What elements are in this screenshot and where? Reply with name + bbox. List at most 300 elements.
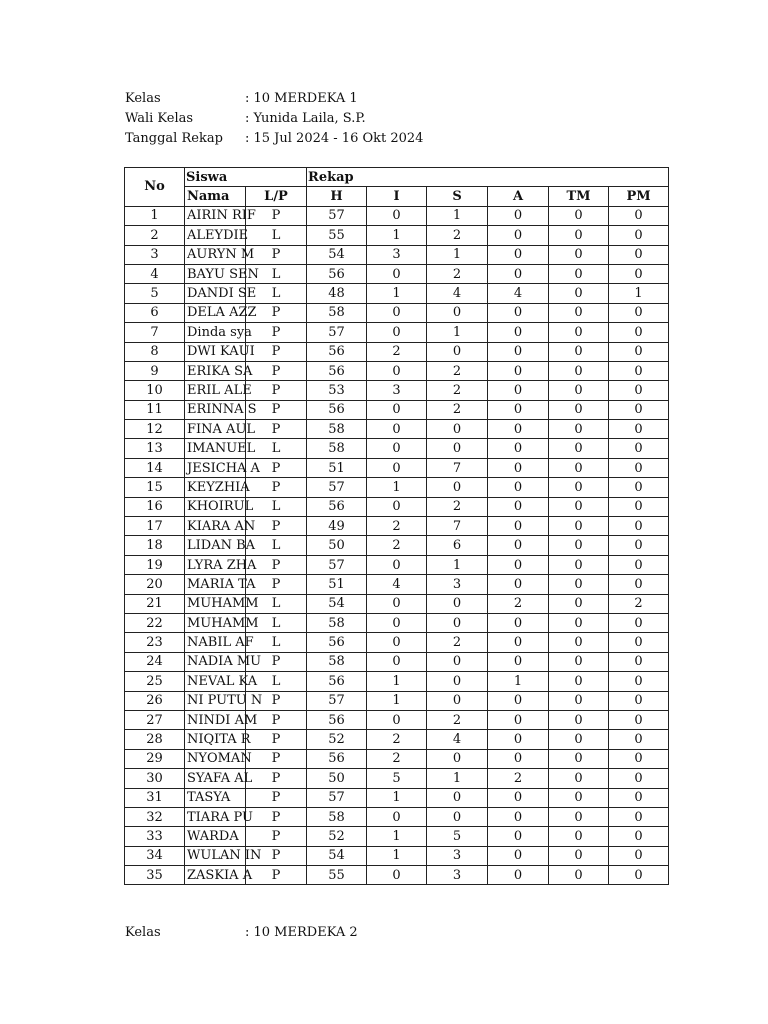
cell-h: 56	[307, 672, 367, 691]
cell-a: 2	[488, 594, 549, 613]
cell-nama: JESICHA A	[185, 458, 246, 477]
cell-no: 7	[125, 323, 185, 342]
cell-no: 22	[125, 613, 185, 632]
cell-tm: 0	[549, 613, 609, 632]
recap-date-row	[125, 129, 423, 149]
cell-a: 0	[488, 788, 549, 807]
cell-nama: NIQITA R	[185, 730, 246, 749]
cell-a: 0	[488, 575, 549, 594]
cell-pm: 0	[609, 730, 669, 749]
class-value: : 10 MERDEKA 1	[245, 91, 358, 106]
cell-no: 32	[125, 807, 185, 826]
cell-h: 55	[307, 866, 367, 885]
cell-no: 23	[125, 633, 185, 652]
cell-tm: 0	[549, 652, 609, 671]
cell-h: 56	[307, 710, 367, 729]
cell-lp: P	[246, 652, 307, 671]
cell-h: 50	[307, 536, 367, 555]
cell-nama: ZASKIA A	[185, 866, 246, 885]
cell-lp: P	[246, 323, 307, 342]
cell-s: 0	[427, 749, 488, 768]
cell-no: 8	[125, 342, 185, 361]
cell-s: 4	[427, 730, 488, 749]
cell-i: 0	[367, 323, 427, 342]
cell-no: 29	[125, 749, 185, 768]
cell-a: 0	[488, 381, 549, 400]
cell-h: 58	[307, 652, 367, 671]
cell-s: 1	[427, 769, 488, 788]
cell-a: 0	[488, 420, 549, 439]
header-group-rekap: Rekap	[307, 168, 669, 187]
homeroom-teacher-row	[125, 109, 423, 129]
cell-a: 0	[488, 730, 549, 749]
cell-tm: 0	[549, 633, 609, 652]
cell-i: 3	[367, 245, 427, 264]
cell-nama: Dinda sya	[185, 323, 246, 342]
cell-pm: 0	[609, 458, 669, 477]
table-row	[125, 769, 669, 788]
cell-h: 54	[307, 846, 367, 865]
class-value-next: : 10 MERDEKA 2	[245, 925, 358, 940]
cell-a: 0	[488, 691, 549, 710]
cell-nama: IMANUEL	[185, 439, 246, 458]
cell-lp: P	[246, 769, 307, 788]
cell-a: 0	[488, 866, 549, 885]
cell-s: 0	[427, 478, 488, 497]
attendance-table	[124, 167, 669, 885]
cell-nama: MUHAMM	[185, 594, 246, 613]
cell-h: 57	[307, 788, 367, 807]
cell-no: 4	[125, 264, 185, 283]
cell-no: 26	[125, 691, 185, 710]
cell-h: 57	[307, 206, 367, 225]
cell-tm: 0	[549, 749, 609, 768]
table-row	[125, 749, 669, 768]
table-row	[125, 672, 669, 691]
cell-no: 25	[125, 672, 185, 691]
cell-no: 11	[125, 400, 185, 419]
cell-tm: 0	[549, 226, 609, 245]
cell-lp: P	[246, 749, 307, 768]
cell-lp: P	[246, 866, 307, 885]
cell-pm: 0	[609, 381, 669, 400]
cell-lp: P	[246, 420, 307, 439]
cell-lp: L	[246, 536, 307, 555]
cell-pm: 0	[609, 846, 669, 865]
cell-tm: 0	[549, 303, 609, 322]
cell-i: 0	[367, 400, 427, 419]
cell-nama: AIRIN RIF	[185, 206, 246, 225]
cell-no: 2	[125, 226, 185, 245]
cell-i: 0	[367, 458, 427, 477]
cell-h: 52	[307, 730, 367, 749]
cell-nama: WARDA	[185, 827, 246, 846]
cell-pm: 0	[609, 710, 669, 729]
cell-s: 1	[427, 245, 488, 264]
cell-a: 0	[488, 439, 549, 458]
cell-nama: TIARA PU	[185, 807, 246, 826]
cell-h: 56	[307, 361, 367, 380]
cell-i: 0	[367, 866, 427, 885]
cell-tm: 0	[549, 866, 609, 885]
cell-s: 2	[427, 226, 488, 245]
cell-nama: FINA AUL	[185, 420, 246, 439]
cell-tm: 0	[549, 536, 609, 555]
cell-s: 3	[427, 846, 488, 865]
cell-tm: 0	[549, 769, 609, 788]
cell-pm: 0	[609, 807, 669, 826]
cell-a: 0	[488, 342, 549, 361]
cell-lp: P	[246, 710, 307, 729]
cell-a: 0	[488, 400, 549, 419]
cell-tm: 0	[549, 284, 609, 303]
cell-s: 0	[427, 420, 488, 439]
cell-i: 0	[367, 497, 427, 516]
cell-a: 4	[488, 284, 549, 303]
header-a: A	[488, 187, 549, 206]
cell-tm: 0	[549, 555, 609, 574]
table-row	[125, 517, 669, 536]
cell-pm: 0	[609, 361, 669, 380]
cell-s: 4	[427, 284, 488, 303]
cell-no: 17	[125, 517, 185, 536]
cell-lp: P	[246, 691, 307, 710]
cell-pm: 0	[609, 613, 669, 632]
cell-i: 0	[367, 613, 427, 632]
table-row	[125, 633, 669, 652]
cell-nama: MUHAMM	[185, 613, 246, 632]
cell-i: 0	[367, 264, 427, 283]
cell-tm: 0	[549, 691, 609, 710]
cell-lp: P	[246, 788, 307, 807]
cell-s: 0	[427, 788, 488, 807]
cell-h: 52	[307, 827, 367, 846]
cell-nama: AURYN M	[185, 245, 246, 264]
cell-h: 56	[307, 400, 367, 419]
cell-pm: 0	[609, 226, 669, 245]
cell-i: 0	[367, 807, 427, 826]
table-row	[125, 594, 669, 613]
cell-nama: NEVAL KA	[185, 672, 246, 691]
cell-pm: 0	[609, 439, 669, 458]
cell-lp: P	[246, 846, 307, 865]
table-row	[125, 361, 669, 380]
cell-nama: SYAFA AL	[185, 769, 246, 788]
cell-i: 1	[367, 691, 427, 710]
table-row	[125, 536, 669, 555]
table-row	[125, 807, 669, 826]
cell-no: 24	[125, 652, 185, 671]
cell-a: 2	[488, 769, 549, 788]
cell-i: 5	[367, 769, 427, 788]
cell-no: 35	[125, 866, 185, 885]
cell-tm: 0	[549, 575, 609, 594]
cell-lp: L	[246, 672, 307, 691]
cell-i: 0	[367, 652, 427, 671]
cell-no: 6	[125, 303, 185, 322]
cell-s: 3	[427, 575, 488, 594]
cell-tm: 0	[549, 846, 609, 865]
table-row	[125, 400, 669, 419]
cell-s: 0	[427, 652, 488, 671]
cell-tm: 0	[549, 361, 609, 380]
cell-i: 0	[367, 439, 427, 458]
cell-a: 0	[488, 846, 549, 865]
cell-s: 2	[427, 381, 488, 400]
cell-nama: NYOMAN	[185, 749, 246, 768]
table-row	[125, 555, 669, 574]
table-row	[125, 264, 669, 283]
cell-nama: NADIA MU	[185, 652, 246, 671]
cell-a: 0	[488, 749, 549, 768]
cell-no: 33	[125, 827, 185, 846]
cell-a: 0	[488, 517, 549, 536]
cell-i: 1	[367, 672, 427, 691]
cell-i: 1	[367, 284, 427, 303]
cell-lp: P	[246, 400, 307, 419]
header-nama: Nama	[185, 187, 246, 206]
cell-lp: P	[246, 827, 307, 846]
cell-i: 3	[367, 381, 427, 400]
table-row	[125, 613, 669, 632]
header-no: No	[125, 168, 185, 207]
cell-i: 0	[367, 303, 427, 322]
table-row	[125, 342, 669, 361]
cell-h: 58	[307, 303, 367, 322]
cell-s: 0	[427, 691, 488, 710]
cell-lp: P	[246, 478, 307, 497]
cell-no: 1	[125, 206, 185, 225]
cell-no: 34	[125, 846, 185, 865]
cell-no: 14	[125, 458, 185, 477]
table-row	[125, 788, 669, 807]
cell-a: 0	[488, 264, 549, 283]
cell-h: 57	[307, 691, 367, 710]
cell-i: 2	[367, 730, 427, 749]
cell-i: 0	[367, 206, 427, 225]
cell-tm: 0	[549, 827, 609, 846]
cell-pm: 0	[609, 517, 669, 536]
header-pm: PM	[609, 187, 669, 206]
cell-pm: 0	[609, 652, 669, 671]
table-row	[125, 652, 669, 671]
cell-pm: 0	[609, 536, 669, 555]
cell-pm: 0	[609, 497, 669, 516]
class-info-next	[125, 923, 358, 943]
cell-i: 2	[367, 536, 427, 555]
cell-tm: 0	[549, 478, 609, 497]
cell-nama: NABIL AF	[185, 633, 246, 652]
table-row	[125, 420, 669, 439]
table-row	[125, 730, 669, 749]
header-group-siswa: Siswa	[185, 168, 307, 187]
table-row	[125, 827, 669, 846]
cell-a: 1	[488, 672, 549, 691]
cell-lp: P	[246, 206, 307, 225]
cell-h: 51	[307, 458, 367, 477]
cell-a: 0	[488, 652, 549, 671]
cell-a: 0	[488, 710, 549, 729]
cell-pm: 0	[609, 206, 669, 225]
cell-nama: NI PUTU N	[185, 691, 246, 710]
cell-no: 16	[125, 497, 185, 516]
cell-h: 56	[307, 342, 367, 361]
cell-nama: LIDAN BA	[185, 536, 246, 555]
cell-lp: P	[246, 575, 307, 594]
cell-nama: LYRA ZHA	[185, 555, 246, 574]
cell-a: 0	[488, 226, 549, 245]
cell-s: 2	[427, 264, 488, 283]
cell-tm: 0	[549, 594, 609, 613]
cell-lp: L	[246, 439, 307, 458]
cell-pm: 0	[609, 400, 669, 419]
homeroom-teacher-value: : Yunida Laila, S.P.	[245, 111, 366, 126]
cell-lp: L	[246, 613, 307, 632]
cell-lp: L	[246, 264, 307, 283]
class-row	[125, 89, 423, 109]
cell-s: 0	[427, 594, 488, 613]
cell-nama: BAYU SEN	[185, 264, 246, 283]
cell-i: 0	[367, 710, 427, 729]
cell-s: 2	[427, 710, 488, 729]
cell-lp: P	[246, 342, 307, 361]
cell-tm: 0	[549, 710, 609, 729]
cell-i: 1	[367, 827, 427, 846]
cell-tm: 0	[549, 788, 609, 807]
cell-s: 6	[427, 536, 488, 555]
cell-i: 1	[367, 788, 427, 807]
cell-s: 0	[427, 303, 488, 322]
table-row	[125, 284, 669, 303]
cell-h: 53	[307, 381, 367, 400]
cell-a: 0	[488, 361, 549, 380]
cell-s: 2	[427, 633, 488, 652]
cell-lp: P	[246, 245, 307, 264]
cell-lp: L	[246, 226, 307, 245]
cell-s: 2	[427, 361, 488, 380]
cell-lp: P	[246, 381, 307, 400]
cell-pm: 0	[609, 827, 669, 846]
cell-tm: 0	[549, 439, 609, 458]
cell-i: 0	[367, 420, 427, 439]
cell-a: 0	[488, 555, 549, 574]
cell-i: 4	[367, 575, 427, 594]
cell-nama: MARIA TA	[185, 575, 246, 594]
cell-no: 21	[125, 594, 185, 613]
cell-tm: 0	[549, 517, 609, 536]
cell-s: 1	[427, 206, 488, 225]
cell-i: 1	[367, 226, 427, 245]
class-label: Kelas	[125, 91, 161, 106]
cell-tm: 0	[549, 420, 609, 439]
cell-a: 0	[488, 303, 549, 322]
cell-pm: 0	[609, 303, 669, 322]
cell-s: 7	[427, 517, 488, 536]
cell-tm: 0	[549, 672, 609, 691]
cell-no: 19	[125, 555, 185, 574]
cell-h: 58	[307, 420, 367, 439]
cell-pm: 0	[609, 575, 669, 594]
cell-a: 0	[488, 458, 549, 477]
cell-no: 30	[125, 769, 185, 788]
table-row	[125, 245, 669, 264]
cell-s: 0	[427, 439, 488, 458]
cell-h: 56	[307, 749, 367, 768]
homeroom-teacher-label: Wali Kelas	[125, 111, 194, 126]
cell-s: 7	[427, 458, 488, 477]
cell-no: 13	[125, 439, 185, 458]
cell-pm: 2	[609, 594, 669, 613]
header-lp: L/P	[246, 187, 307, 206]
cell-tm: 0	[549, 807, 609, 826]
cell-h: 56	[307, 264, 367, 283]
cell-pm: 0	[609, 342, 669, 361]
cell-a: 0	[488, 206, 549, 225]
cell-tm: 0	[549, 342, 609, 361]
header-s: S	[427, 187, 488, 206]
table-row	[125, 866, 669, 885]
cell-tm: 0	[549, 323, 609, 342]
cell-nama: KEYZHIA	[185, 478, 246, 497]
cell-s: 0	[427, 672, 488, 691]
cell-s: 0	[427, 342, 488, 361]
cell-no: 10	[125, 381, 185, 400]
cell-nama: DWI KAUI	[185, 342, 246, 361]
cell-h: 57	[307, 555, 367, 574]
table-body	[125, 206, 669, 885]
cell-a: 0	[488, 613, 549, 632]
recap-date-value: : 15 Jul 2024 - 16 Okt 2024	[245, 131, 424, 146]
cell-no: 31	[125, 788, 185, 807]
cell-tm: 0	[549, 458, 609, 477]
cell-h: 50	[307, 769, 367, 788]
cell-pm: 0	[609, 769, 669, 788]
cell-h: 57	[307, 478, 367, 497]
cell-lp: P	[246, 555, 307, 574]
cell-lp: L	[246, 284, 307, 303]
table-row	[125, 710, 669, 729]
table-row	[125, 226, 669, 245]
cell-h: 55	[307, 226, 367, 245]
cell-i: 2	[367, 517, 427, 536]
cell-pm: 0	[609, 788, 669, 807]
cell-h: 51	[307, 575, 367, 594]
cell-s: 0	[427, 613, 488, 632]
header-tm: TM	[549, 187, 609, 206]
cell-s: 2	[427, 400, 488, 419]
cell-nama: ERIKA SA	[185, 361, 246, 380]
table-row	[125, 323, 669, 342]
cell-nama: ERIL ALE	[185, 381, 246, 400]
cell-i: 1	[367, 846, 427, 865]
cell-a: 0	[488, 497, 549, 516]
cell-nama: ALEYDIE	[185, 226, 246, 245]
cell-lp: P	[246, 303, 307, 322]
cell-pm: 0	[609, 245, 669, 264]
cell-no: 20	[125, 575, 185, 594]
class-row-next	[125, 923, 358, 943]
cell-no: 28	[125, 730, 185, 749]
cell-lp: P	[246, 730, 307, 749]
cell-a: 0	[488, 807, 549, 826]
cell-pm: 0	[609, 264, 669, 283]
cell-a: 0	[488, 323, 549, 342]
table-row	[125, 206, 669, 225]
cell-s: 3	[427, 866, 488, 885]
cell-lp: P	[246, 807, 307, 826]
cell-tm: 0	[549, 730, 609, 749]
cell-tm: 0	[549, 497, 609, 516]
